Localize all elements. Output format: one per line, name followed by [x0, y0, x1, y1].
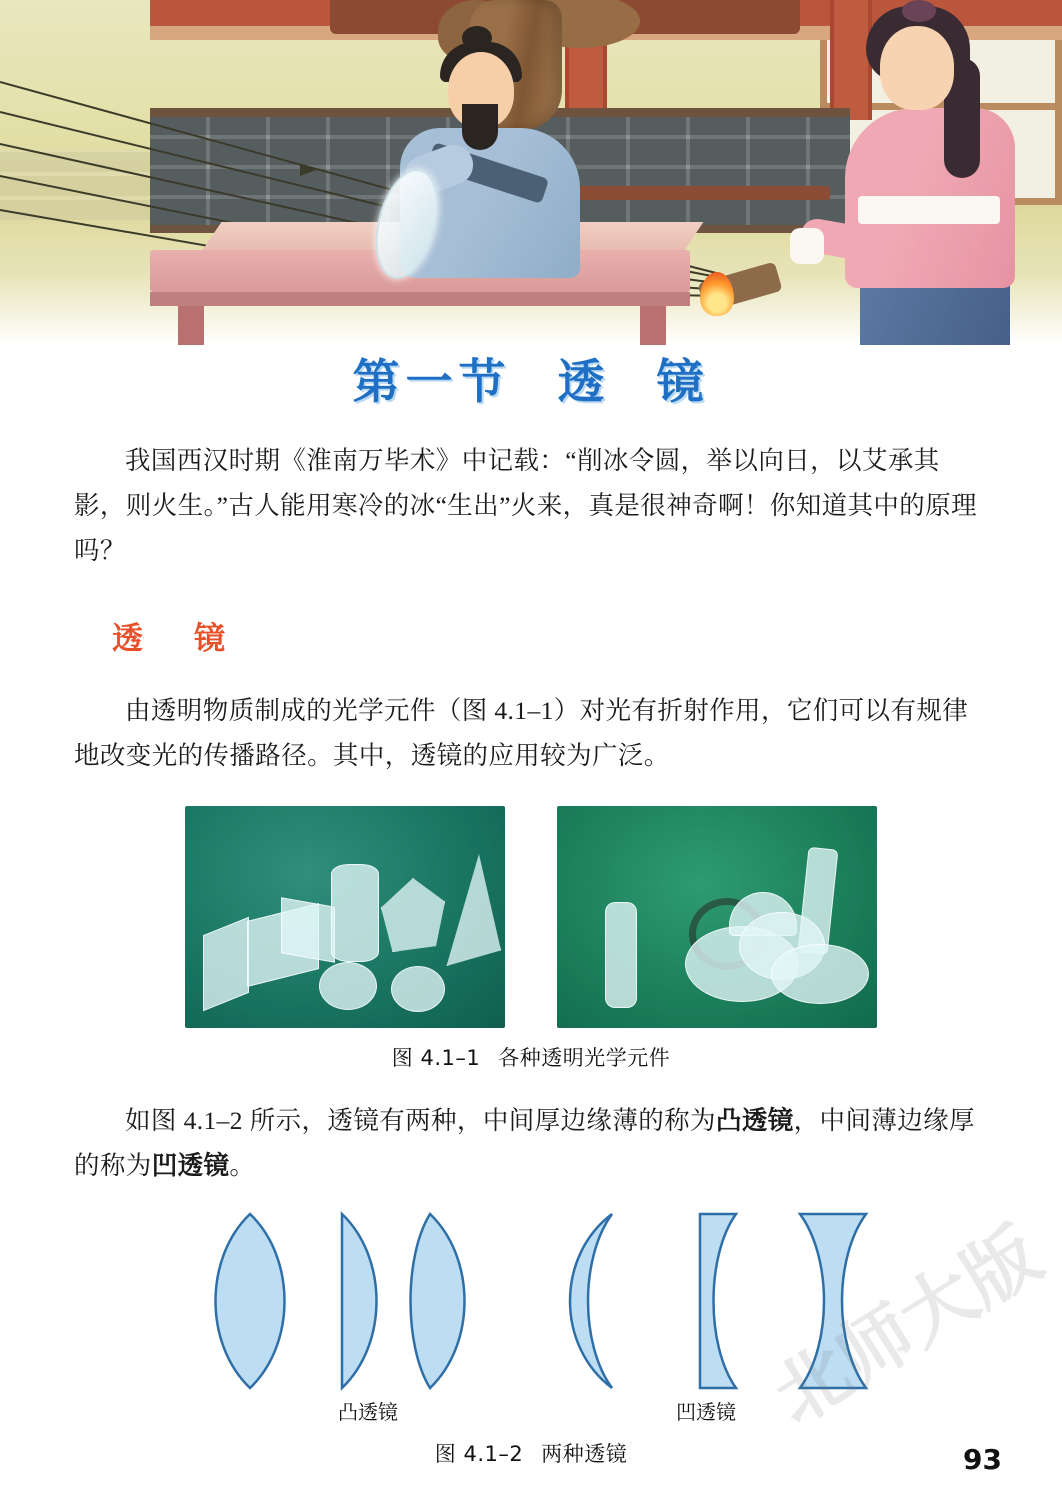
flame-icon	[700, 272, 734, 316]
watermark-line-1: 北师大版	[758, 1211, 1056, 1441]
section-title-part-2: 透	[557, 355, 611, 410]
girl-head	[880, 26, 954, 110]
glass-pyramid	[443, 854, 501, 966]
scholar-topknot	[462, 26, 492, 50]
table-leg-left	[178, 306, 204, 345]
figure-4-1-1-text: 各种透明光学元件	[498, 1046, 671, 1070]
lens-plano-convex	[342, 1214, 377, 1388]
lens-biconvex	[216, 1214, 285, 1388]
lens-biconcave	[800, 1214, 866, 1388]
photo-lenses	[557, 806, 877, 1028]
paragraph-two-lens-types	[74, 1098, 990, 1188]
table-edge	[150, 292, 690, 306]
page-title	[0, 345, 1062, 412]
figure-4-1-2-caption	[0, 1438, 1062, 1468]
label-convex-lens: 凸透镜	[338, 1400, 398, 1424]
section-title-part-1: 第一节	[352, 355, 512, 410]
girl-belt	[858, 196, 1000, 224]
lens-plano-concave	[700, 1214, 736, 1388]
glass-hemisphere-left	[319, 962, 377, 1010]
scholar-beard	[462, 104, 498, 150]
subheading-lens: 透 镜	[112, 621, 235, 657]
para3-segment-1: 如图 4.1–2 所示，透镜有两种，中间厚边缘薄的称为	[125, 1106, 716, 1135]
figure-4-1-2-text: 两种透镜	[541, 1442, 628, 1466]
figure-4-1-2-number: 图 4.1–2	[434, 1442, 524, 1466]
intro-paragraph: 我国西汉时期《淮南万毕术》中记载：“削冰令圆，举以向日，以艾承其影，则火生。”古人能用寒冷的冰“生出”火来，真是很神奇啊！你知道其中的原理吗？	[74, 446, 978, 565]
page-body	[0, 345, 1062, 1468]
figure-4-1-2-diagram	[0, 1206, 1062, 1396]
glass-plate	[605, 902, 637, 1008]
chapter-opening-illustration	[0, 0, 1062, 345]
glass-prism	[203, 917, 249, 1012]
label-concave-lens: 凹透镜	[676, 1400, 736, 1424]
table-leg-right	[640, 306, 666, 345]
glass-hemisphere-right	[391, 966, 445, 1012]
figure-4-1-2-labels	[0, 1396, 1062, 1430]
convex-lens-small	[771, 944, 869, 1004]
girl-sleeve-cuff	[790, 228, 824, 264]
glass-block	[281, 897, 335, 963]
photo-various-optical-elements	[185, 806, 505, 1028]
lens-shapes-svg	[0, 1206, 1062, 1396]
section-title-part-3: 镜	[656, 355, 710, 410]
para3-segment-3: 。	[229, 1151, 256, 1180]
girl-hair-bun	[902, 0, 936, 22]
figure-4-1-1-photos	[0, 806, 1062, 1028]
lens-convex-meniscus-body	[411, 1214, 465, 1388]
term-convex-lens: 凸透镜	[715, 1106, 794, 1135]
pillar-right	[830, 0, 872, 120]
para3-segment-2: ，中间薄边缘厚的称为	[74, 1106, 975, 1180]
term-concave-lens: 凹透镜	[151, 1151, 230, 1180]
figure-4-1-1-caption	[0, 1042, 1062, 1072]
glass-polyhedron	[381, 878, 445, 952]
page-number: 93	[963, 1443, 1002, 1476]
glass-cylinder	[331, 864, 379, 962]
paragraph-optical-elements: 由透明物质制成的光学元件（图 4.1–1）对光有折射作用，它们可以有规律地改变光的传播路径。其中，透镜的应用较为广泛。	[74, 696, 969, 770]
figure-4-1-1-number: 图 4.1–1	[391, 1046, 481, 1070]
lens-concave-meniscus	[570, 1214, 612, 1388]
